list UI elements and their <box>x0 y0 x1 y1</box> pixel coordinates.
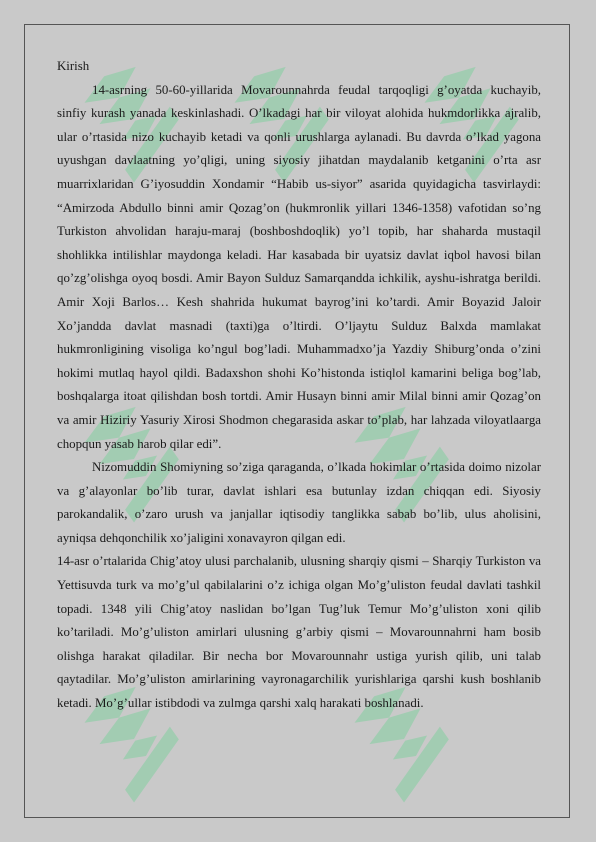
document-body <box>57 55 541 716</box>
paragraph: 14-asrning 50-60-yillarida Movarounnahrda feudal tarqoqligi g’oyatda kuchayib, sinfiy kurash yanada keskinlashadi. O’lkadagi har bir viloyat alohida hukmdorlikka ajralib, ular o’rtasida nizo kuchayib ketadi va qonli urushlarga aylanadi. Bu davrda o’lkad yagona uyushgan davlaatning yo’qligi, uning siyosiy jihatdan maydalanib ketganini o’rta asr muarrixlaridan G’iyosuddin Xondamir “Habib us-siyor” asarida quyidagicha tasvirlaydi: “Amirzoda Abdullo binni amir Qozag’on (hukmronlik yillari 1346-1358) vafotidan so’ng Turkiston ahvolidan haraju-maraj (boshboshdoqlik) yo’l topib, har shaharda mustaqil shohlikka intilishlar maydonga keladi. Har kasabada bir uyatsiz davlat iqbol havosi bilan qo’zg’olishga oyoq bosdi. Amir Bayon Sulduz Samarqandda ichkilik, ayshu-ishratga berildi. Amir Xoji Barlos… Kesh shahrida hukumat bayrog’ini ko’tardi. Amir Boyazid Jaloir Xo’jandda davlat masnadi (taxti)ga o’ltirdi. O’ljaytu Sulduz Balxda mamlakat hukmronligining visoliga ko’ngul bog’ladi. Muhammadxo’ja Yazdiy Shiburg’onda o’zini hokimi mutlaq hayol qildi. Badaxshon shohi Ko’histonda istiqlol kamarini beliga bog’lab, boshqalarga itoat qilishdan bosh tortdi. Amir Husayn binni amir Milal binni amir Qozag’on va amir Hiziriy Yasuriy Xirosi Shodmon chegarasida askar to’plab, har lahzada viloyatlaarga chopqun yasab harob qilar edi”. <box>57 82 541 451</box>
document-page <box>24 24 570 818</box>
paragraph: 14-asr o’rtalarida Chig’atoy ulusi parchalanib, ulusning sharqiy qismi – Sharqiy Turkiston va Yettisuvda turk va mo’g’ul qabilalarini o’z ichiga olgan Mo’g’uliston feudal davlati tashkil topadi. 1348 yili Chig’atoy naslidan bo’lgan Tug’luk Temur Mo’g’uliston xoni qilib ko’tariladi. Mo’g’uliston amirlari ulusning g’arbiy qismi – Movarounnahrni ham bosib olishga harakat qiladilar. Bir necha bor Movarounnahr ustiga yurish qilib, uni talab qaytadilar. Mo’g’uliston amirlarining vayronagarchilik yurishlariga qarshi kush boshlanib ketadi. Mo’g’ullar istibdodi va zulmga qarshi xalq harakati boshlanadi. <box>57 554 541 711</box>
paragraph: Nizomuddin Shomiyning so’ziga qaraganda, o’lkada hokimlar o’rtasida doimo nizolar va g’alayonlar bo’lib turar, davlat ishlari esa butunlay izdan chiqqan edi. Siyosiy parokandalik, o’zaro urush va janjallar iqtisodiy tanglikka sabab bo’lib, ulus aholisini, ayniqsa dehqonchilik xo’jaligini xonavayron qilgan edi. <box>57 460 541 545</box>
section-heading: Kirish <box>57 59 90 73</box>
